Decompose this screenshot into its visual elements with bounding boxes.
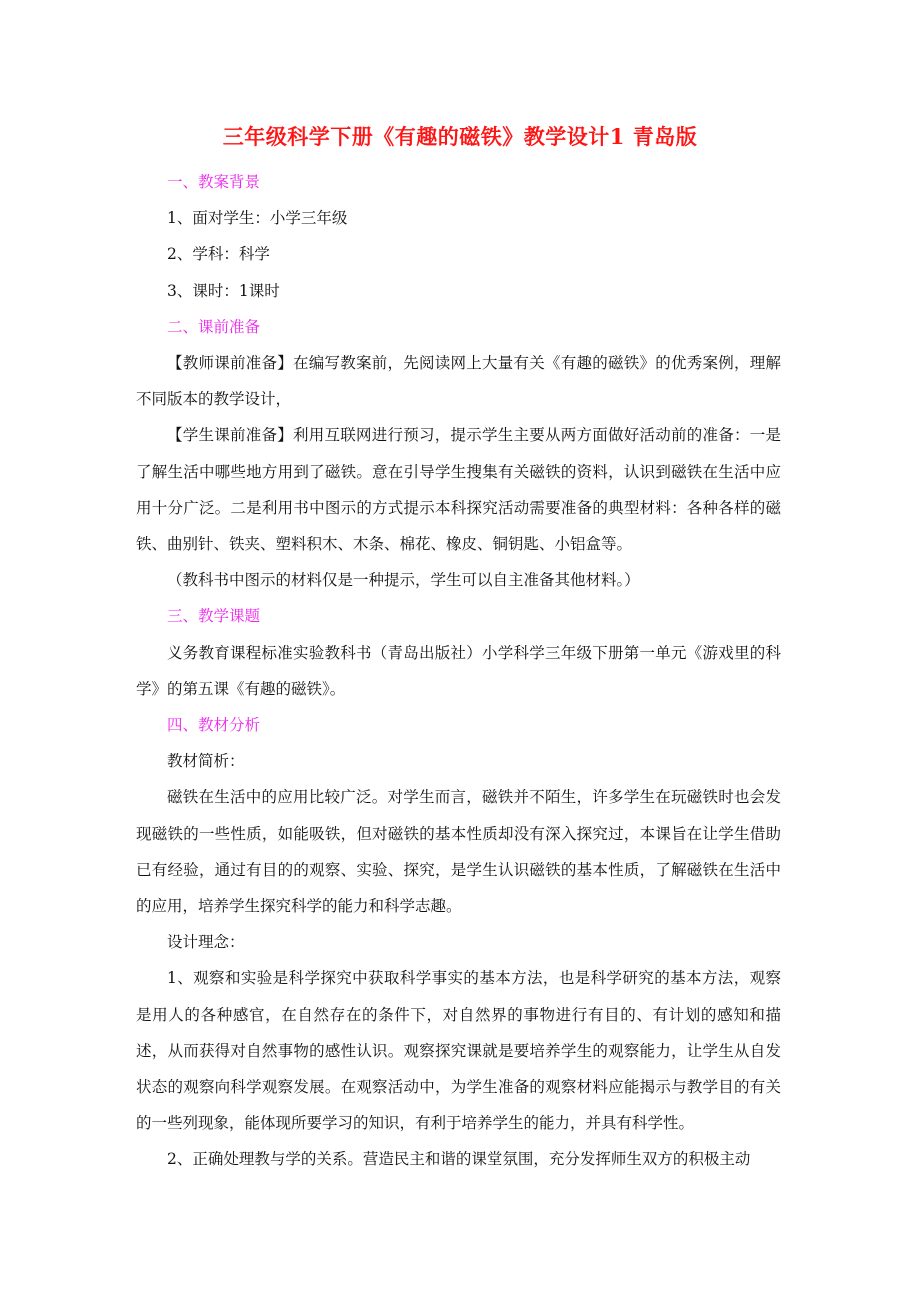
section-heading-analysis: 四、教材分析: [167, 716, 261, 735]
document-title: 三年级科学下册《有趣的磁铁》教学设计1 青岛版: [222, 124, 698, 149]
concept-item-1: 1、观察和实验是科学探究中获取科学事实的基本方法，也是科学研究的基本方法，观察是用人的各种感官，在自然存在的条件下，对自然界的事物进行有目的、有计划的感知和描述，从而获得对自然事物的感性认识。观察探究课就是要培养学生的观察能力，让学生从自发状态的观察向科学观察发展。在观察活动中，为学生准备的观察材料应能揭示与教学目的有关的一些列现象，能体现所要学习的知识，有利于培养学生的能力，并具有科学性。: [136, 969, 781, 1133]
materials-note: （教科书中图示的材料仅是一种提示，学生可以自主准备其他材料。）: [167, 571, 640, 590]
document-body: [136, 164, 781, 1178]
section-heading-background: 一、教案背景: [167, 173, 261, 191]
subject: 2、学科：科学: [167, 245, 270, 264]
student-preparation: 【学生课前准备】利用互联网进行预习，提示学生主要从两方面做好活动前的准备：一是了解生活中哪些地方用到了磁铁。意在引导学生搜集有关磁铁的资料，认识到磁铁在生活中应用十分广泛。二是利用书中图示的方式提示本科探究活动需要准备的典型材料：各种各样的磁铁、曲别针、铁夹、塑料积木、木条、棉花、橡皮、铜钥匙、小铝盒等。: [136, 426, 781, 554]
section-heading-topic: 三、教学课题: [167, 607, 261, 626]
brief-text: 磁铁在生活中的应用比较广泛。对学生而言，磁铁并不陌生，许多学生在玩磁铁时也会发现磁铁的一些性质，如能吸铁，但对磁铁的基本性质却没有深入探究过，本课旨在让学生借助已有经验，通过有目的的观察、实验、探究，是学生认识磁铁的基本性质，了解磁铁在生活中的应用，培养学生探究科学的能力和科学志趣。: [136, 788, 781, 916]
class-hours: 3、课时：1课时: [167, 281, 280, 300]
section-heading-preparation: 二、课前准备: [167, 317, 261, 336]
brief-label: 教材简析：: [167, 752, 245, 771]
concept-label: 设计理念：: [167, 933, 245, 952]
concept-item-2: 2、正确处理教与学的关系。营造民主和谐的课堂氛围，充分发挥师生双方的积极主动: [167, 1150, 751, 1169]
topic-text: 义务教育课程标准实验教科书（青岛出版社）小学科学三年级下册第一单元《游戏里的科学》的第五课《有趣的磁铁》。: [136, 643, 781, 698]
target-students: 1、面对学生：小学三年级: [167, 209, 348, 228]
teacher-preparation: 【教师课前准备】在编写教案前，先阅读网上大量有关《有趣的磁铁》的优秀案例，理解不同版本的教学设计，: [136, 354, 781, 409]
